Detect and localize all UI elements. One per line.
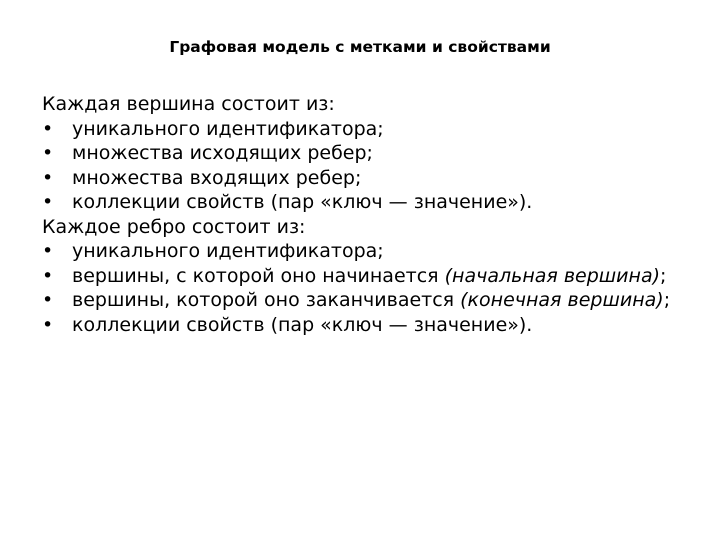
vertex-item-properties bbox=[42, 190, 682, 215]
vertex-item-text: коллекции свойств (пар «ключ — значение»). bbox=[72, 191, 533, 213]
slide-body bbox=[42, 92, 682, 337]
bullet-icon: • bbox=[42, 117, 54, 140]
vertex-item-text: множества входящих ребер; bbox=[72, 166, 362, 189]
edge-item-text: уникального идентификатора; bbox=[72, 240, 384, 262]
edge-item-text: вершины, которой оно заканчивается bbox=[72, 289, 461, 311]
bullet-icon: • bbox=[42, 166, 54, 189]
vertex-item-text: уникального идентификатора; bbox=[72, 117, 384, 140]
bullet-icon: • bbox=[42, 313, 54, 336]
edge-item-text: вершины, с которой оно начинается bbox=[72, 264, 445, 287]
edge-item-text-end: ; bbox=[660, 264, 667, 287]
edge-heading: Каждое ребро состоит из: bbox=[42, 215, 306, 238]
vertex-item-text: множества исходящих ребер; bbox=[72, 142, 373, 164]
bullet-icon: • bbox=[42, 289, 54, 311]
vertex-item-id bbox=[42, 117, 682, 142]
edge-item-end-vertex bbox=[42, 288, 682, 313]
edge-item-properties bbox=[42, 313, 682, 338]
edge-item-start-vertex bbox=[42, 264, 682, 289]
edge-item-emphasis: (конечная вершина) bbox=[460, 289, 664, 311]
vertex-item-outgoing-edges bbox=[42, 141, 682, 166]
edge-item-emphasis: (начальная вершина) bbox=[444, 264, 661, 287]
bullet-icon: • bbox=[42, 264, 54, 287]
edge-item-text: коллекции свойств (пар «ключ — значение»). bbox=[72, 313, 533, 336]
slide-title: Графовая модель с метками и свойствами bbox=[169, 38, 551, 56]
bullet-icon: • bbox=[42, 191, 54, 213]
bullet-icon: • bbox=[42, 142, 54, 164]
vertex-heading: Каждая вершина состоит из: bbox=[42, 93, 335, 115]
vertex-item-incoming-edges bbox=[42, 166, 682, 191]
bullet-icon: • bbox=[42, 240, 54, 262]
edge-item-id bbox=[42, 239, 682, 264]
edge-item-text-end: ; bbox=[663, 289, 671, 311]
